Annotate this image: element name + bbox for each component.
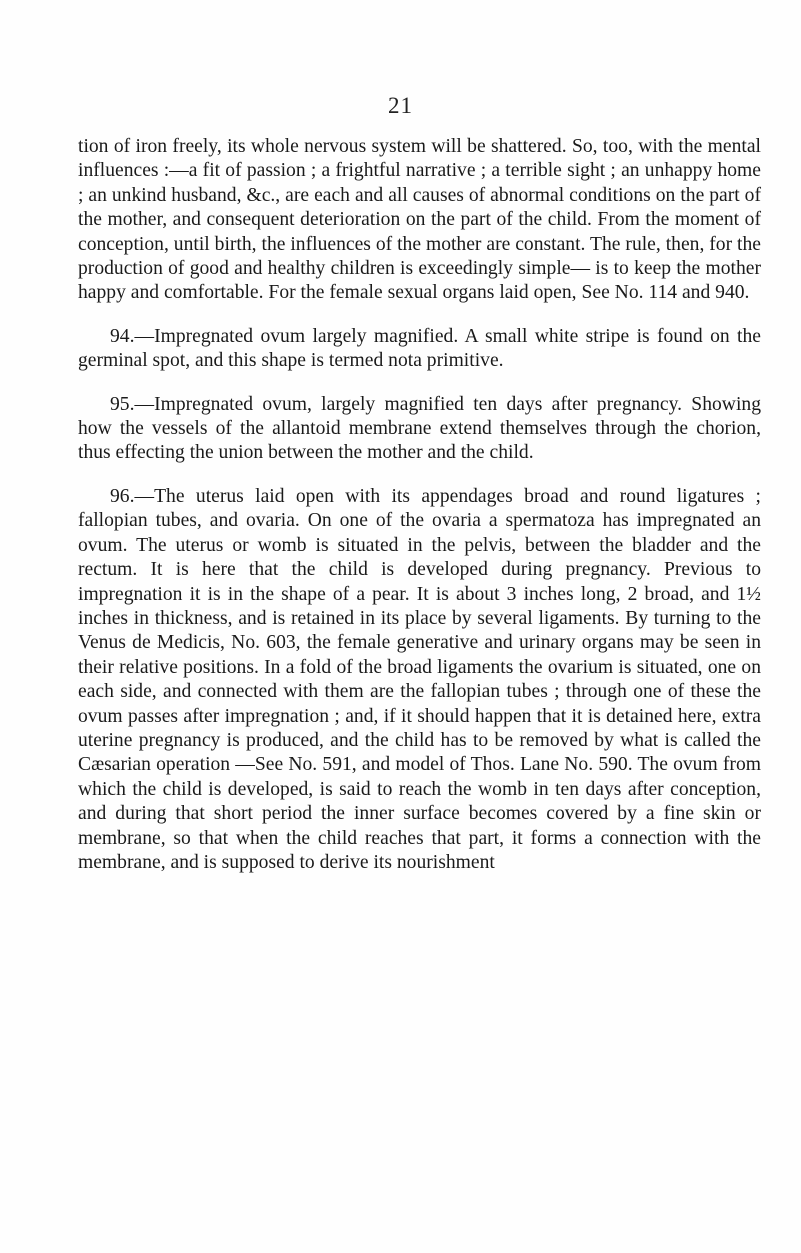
page-number: 21	[388, 93, 413, 118]
paragraph-entry-95: 95.—Impregnated ovum, largely magnified ten days after pregnancy. Showing how the vessels of the allantoid membrane extend themselves through the chorion, thus effecting the union between the mother and the child.	[78, 393, 761, 464]
paragraph-entry-96: 96.—The uterus laid open with its appendages broad and round ligatures ; fallopian tubes, and ovaria. On one of the ovaria a spermatoza has impregnated an ovum. The uterus or womb is situated in the pelvis, between the bladder and the rectum. It is here that the child is developed during pregnancy. Previous to impregnation it is in the shape of a pear. It is about 3 inches long, 2 broad, and 1½ inches in thickness, and is retained in its place by several ligaments. By turning to the Venus de Medicis, No. 603, the female generative and urinary organs may be seen in their relative positions. In a fold of the broad ligaments the ovarium is situated, one on each side, and connected with them are the fallopian tubes ; through one of these the ovum passes after impregnation ; and, if it should happen that it is detained here, extra uterine pregnancy is produced, and the child has to be removed by what is called the Cæsarian operation —See No. 591, and model of Thos. Lane No. 590. The ovum from which the child is developed, is said to reach the womb in ten days after conception, and during that short period the inner surface becomes covered by a fine skin or membrane, so that when the child reaches that part, it forms a connection with the membrane, and is supposed to derive its nourishment	[78, 485, 761, 873]
paragraph-entry-94: 94.—Impregnated ovum largely magnified. A small white stripe is found on the germinal spot, and this shape is termed nota primitive.	[78, 325, 761, 372]
body-text	[78, 135, 761, 875]
paragraph-continuation: tion of iron freely, its whole nervous system will be shattered. So, too, with the mental influences :—a fit of passion ; a frightful narrative ; a terrible sight ; an unhappy home ; an unkind husband, &c., are each and all causes of abnormal conditions on the part of the mother, and consequent deterioration on the part of the child. From the moment of conception, until birth, the influences of the mother are constant. The rule, then, for the production of good and healthy children is exceedingly simple— is to keep the mother happy and comfortable. For the female sexual organs laid open, See No. 114 and 940.	[78, 136, 761, 304]
